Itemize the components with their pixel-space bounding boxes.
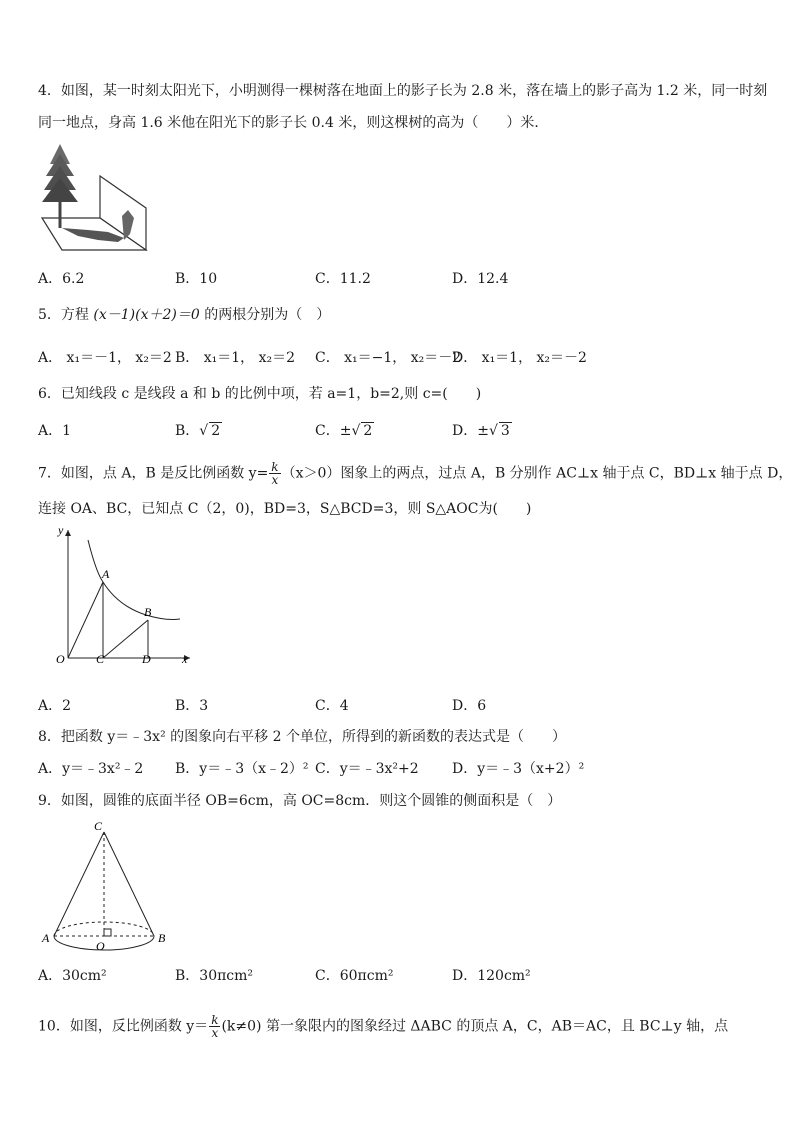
q9-label-c: C [94,819,103,833]
q7-label-o: O [56,652,65,666]
q6-option-b-radicand: 2 [211,423,221,439]
q7-label-d: D [142,652,151,666]
q9-option-c[interactable]: C．60πcm² [315,968,394,984]
q7-option-c[interactable]: C．4 [315,698,349,714]
q9-option-a[interactable]: A．30cm² [38,968,107,984]
q5-prefix: 5．方程 [38,307,89,323]
q7-frac-num: k [271,460,279,474]
q9-stem: 9．如图，圆锥的底面半径 OB=6cm，高 OC=8cm．则这个圆锥的侧面积是（ ） [38,793,562,809]
q5-suffix: 的两根分别为（ ） [204,307,331,323]
q6-option-b[interactable] [175,422,222,440]
q9-option-d[interactable]: D．120cm² [452,968,531,984]
q5-equation: (x－1)(x＋2)＝0 [93,307,200,323]
q8-option-d[interactable]: D．y＝﹣3（x+2）² [452,761,585,777]
q8-option-c[interactable]: C．y＝﹣3x²+2 [315,761,419,777]
q5-option-d[interactable]: D． x₁＝1， x₂＝－2 [452,350,587,366]
q7-label-y: y [58,523,64,537]
q6-option-c-radicand: 2 [363,423,373,439]
q10-frac-den: x [211,1026,219,1040]
q6-option-d-radicand: 3 [500,423,510,439]
q4-option-b[interactable]: B．10 [175,271,218,287]
q7-label-x: x [182,652,188,666]
q4-option-a[interactable]: A．6.2 [38,271,85,287]
q4-stem-line1: 4．如图，某一时刻太阳光下，小明测得一棵树落在地面上的影子长为 2.8 米，落在墙上的影子高为 1.2 米，同一时刻 [38,83,768,99]
q4-option-c[interactable]: C．11.2 [315,271,371,287]
sqrt-sign-icon: √ [488,423,498,439]
q4-option-d[interactable]: D．12.4 [452,271,509,287]
q7-frac-den: x [271,473,279,487]
q7-label-c: C [96,652,105,666]
q7-option-a[interactable]: A．2 [38,698,72,714]
q8-stem: 8．把函数 y＝﹣3x² 的图象向右平移 2 个单位，所得到的新函数的表达式是（ ） [38,729,566,745]
q7-function-graph [38,520,198,670]
q10-stem-line1 [38,1014,728,1039]
q7-stem-line1 [38,461,792,486]
q7-option-d[interactable]: D．6 [452,698,487,714]
q10-stem-line1-a: 10．如图，反比例函数 y＝ [38,1018,209,1035]
q9-label-a: A [42,931,50,945]
q7-label-b: B [144,605,152,619]
sqrt-sign-icon: √ [351,423,361,439]
q7-stem-line1-b: （x＞0）图象上的两点，过点 A，B 分别作 AC⊥x 轴于点 C，BD⊥x 轴于点 D， [281,465,793,482]
q6-option-d[interactable] [452,422,512,440]
q5-option-b[interactable]: B． x₁＝1， x₂＝2 [175,350,296,366]
q10-frac-num: k [211,1013,219,1027]
q7-label-a: A [102,567,110,581]
q9-label-o: O [96,939,105,953]
q10-fraction [209,1014,220,1039]
q8-option-a[interactable]: A．y＝﹣3x²﹣2 [38,761,144,777]
q9-label-b: B [158,931,166,945]
q6-option-b-label: B． [175,423,200,439]
q7-fraction [269,461,280,486]
q6-option-d-label: D．± [452,423,489,439]
q10-stem-line1-b: (k≠0) 第一象限内的图象经过 ΔABC 的顶点 A，C，AB＝AC，且 BC⊥y 轴，点 [221,1018,729,1035]
q9-option-b[interactable]: B．30πcm² [175,968,254,984]
q7-option-b[interactable]: B．3 [175,698,209,714]
q6-stem: 6．已知线段 c 是线段 a 和 b 的比例中项，若 a=1，b=2,则 c=( ) [38,386,482,402]
q9-cone-figure [38,818,178,956]
q6-option-a[interactable]: A．1 [38,423,72,439]
q5-option-a[interactable]: A． x₁＝－1， x₂＝2 [38,350,172,366]
q7-stem-line1-a: 7．如图，点 A，B 是反比例函数 y= [38,465,269,482]
q6-option-c-label: C．± [315,423,352,439]
q5-stem [38,306,330,324]
q5-option-c[interactable]: C． x₁＝−1， x₂＝－2 [315,350,462,366]
q4-stem-line2: 同一地点，身高 1.6 米他在阳光下的影子长 0.4 米，则这棵树的高为（ ）米． [38,115,549,131]
q4-tree-shadow-figure [38,144,150,252]
sqrt-sign-icon: √ [199,423,209,439]
q6-option-c[interactable] [315,422,374,440]
q8-option-b[interactable]: B．y＝﹣3（x﹣2）² [175,761,309,777]
q7-stem-line2: 连接 OA、BC，已知点 C（2，0)，BD=3，S△BCD=3，则 S△AOC为( ) [38,501,532,517]
